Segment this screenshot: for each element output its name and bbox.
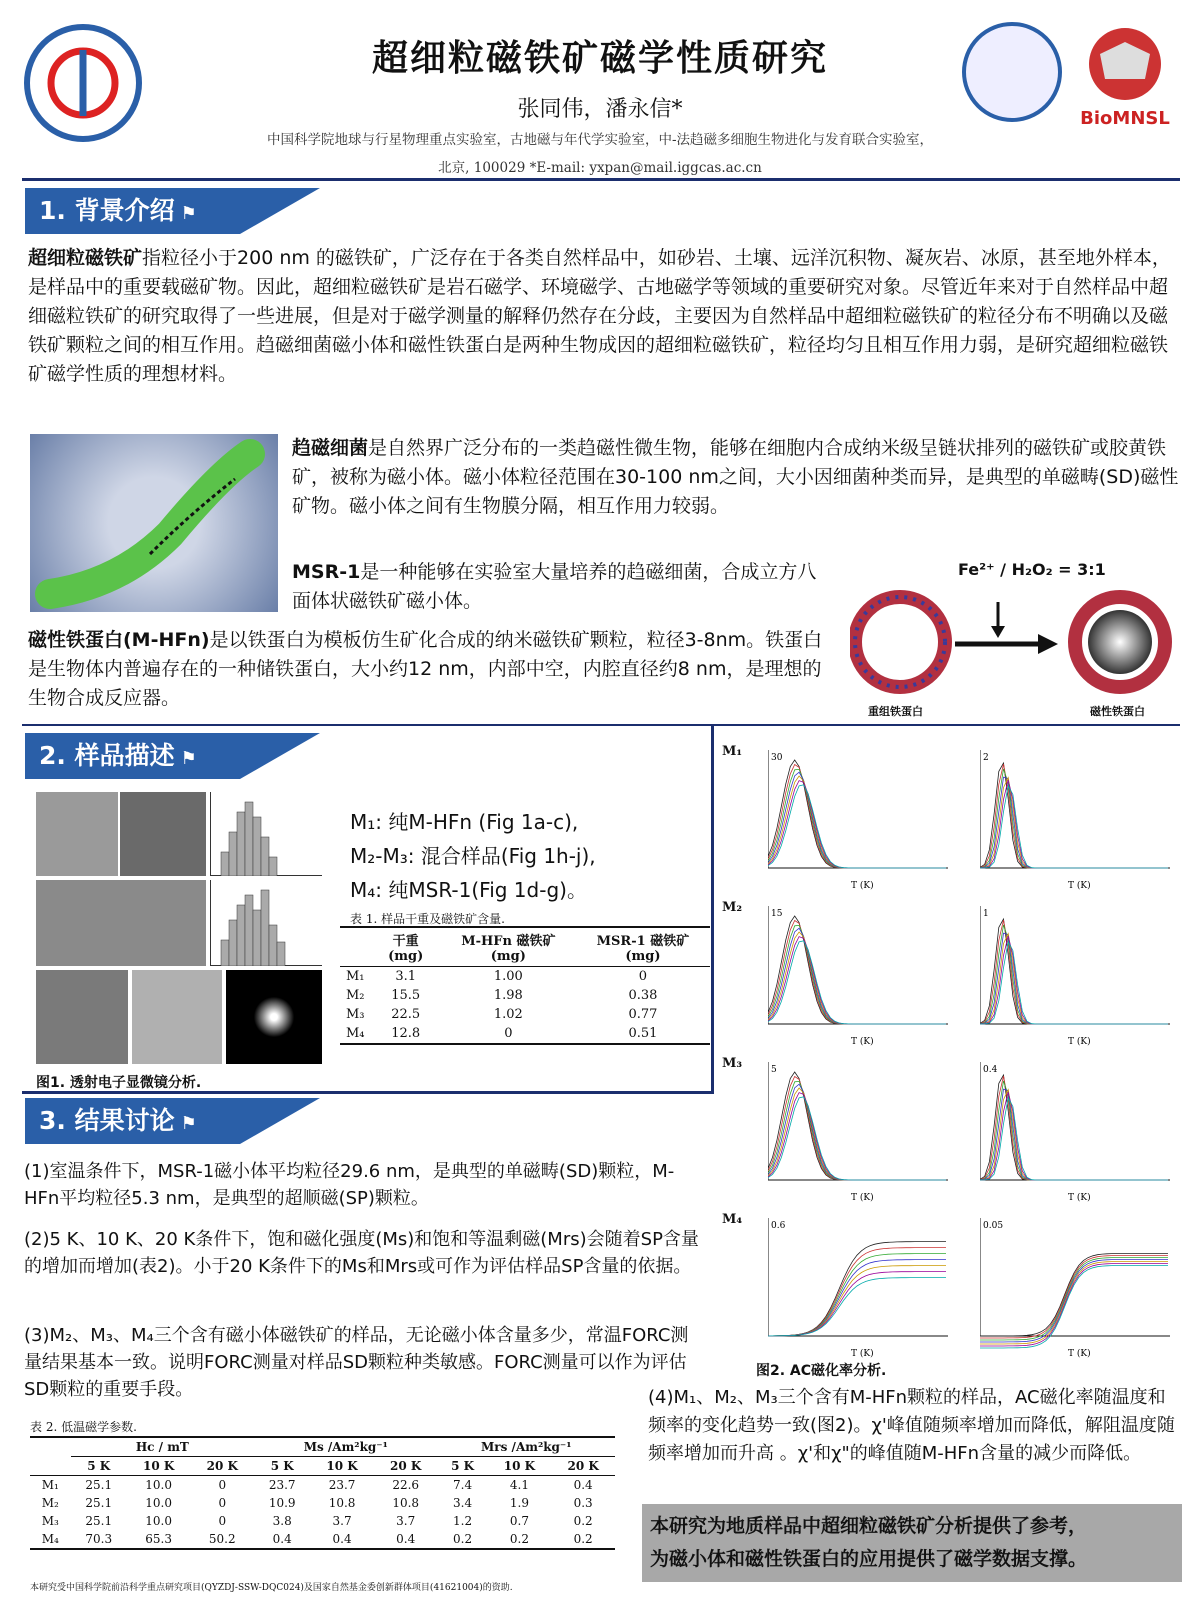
table2-cell: 0.2 <box>573 1532 593 1546</box>
table2-cell: 0.7 <box>509 1514 529 1528</box>
table1-cell: 15.5 <box>391 988 421 1003</box>
table2-cell: 25.1 <box>85 1514 113 1528</box>
conclusion-box <box>642 1504 1182 1582</box>
x-axis-label: T (K) <box>851 1193 874 1203</box>
fig2-caption: 图2. AC磁化率分析. <box>756 1363 887 1379</box>
x-axis-label: T (K) <box>851 1349 874 1359</box>
table-1 <box>340 926 710 1045</box>
bacteria-icon <box>30 434 278 612</box>
table-row <box>30 1476 615 1495</box>
biomnsl-ball-icon <box>1070 24 1180 104</box>
histogram-g <box>210 880 322 966</box>
conclusion-line-2: 为磁小体和磁性铁蛋白的应用提供了磁学数据支撑。 <box>650 1548 1088 1570</box>
table2-subheader: 5 K <box>270 1459 294 1473</box>
flag-icon: ⚑ <box>180 748 197 769</box>
table2-cell: 10.9 <box>268 1496 296 1510</box>
chi-double-prime-plot <box>980 1062 1180 1204</box>
table2-cell: 65.3 <box>145 1532 172 1546</box>
fig2-row-label: M₁ <box>722 744 743 759</box>
y-max-tick: 1 <box>983 909 989 919</box>
table1-header: M-HFn 磁铁矿 (mg) <box>461 934 556 964</box>
table2-caption: 表 2. 低温磁学参数. <box>30 1420 137 1434</box>
series-line <box>768 941 946 1024</box>
magnetoferritin-label: 磁性铁蛋白 <box>1090 705 1145 718</box>
y-max-tick: 5 <box>771 1065 777 1075</box>
table2-group-header: Ms /Am²kg⁻¹ <box>254 1437 437 1457</box>
table2-cell: 10.0 <box>145 1478 172 1492</box>
tem-panel-a <box>36 792 118 876</box>
table2-subheader: 10 K <box>326 1459 358 1473</box>
table1-cell: 0.51 <box>628 1026 658 1041</box>
flag-icon: ⚑ <box>180 1113 197 1134</box>
table2-subheader: 20 K <box>390 1459 422 1473</box>
chi-prime-plot <box>768 1218 958 1360</box>
sample-m1: M₁: 纯M-HFn (Fig 1a-c), <box>350 810 579 834</box>
table2-cell: 3.8 <box>272 1514 292 1528</box>
table2-cell: 23.7 <box>328 1478 356 1492</box>
table2-cell: 0.3 <box>573 1496 593 1510</box>
fig2-row-label: M₂ <box>722 900 743 915</box>
section-1-heading: 1. 背景介绍 ⚑ <box>25 188 240 234</box>
table1-header: MSR-1 磁铁矿 (mg) <box>596 934 690 964</box>
chi-prime-plot <box>768 750 958 892</box>
table2-cell: 25.1 <box>85 1478 113 1492</box>
section-1-paragraph-2: 趋磁细菌是自然界广泛分布的一类趋磁性微生物，能够在细胞内合成纳米级呈链状排列的磁铁矿或胶黄铁矿，被称为磁小体。磁小体粒径范围在30-100 nm之间，大小因细菌种类而异，是典型的单磁畴(SD)磁性矿物。磁小体之间有生物膜分隔，相互作用力较弱。 <box>292 437 1179 517</box>
table2-cell: 25.1 <box>85 1496 113 1510</box>
x-axis-label: T (K) <box>851 881 874 891</box>
affiliation-line-1: 中国科学院地球与行星物理重点实验室，古地磁与年代学实验室，中-法趋磁多细胞生物进化与发育联合实验室， <box>266 132 934 148</box>
table2-cell: 0 <box>218 1496 227 1510</box>
table-row <box>340 1024 710 1044</box>
sample-m4: M₄: 纯MSR-1(Fig 1d-g)。 <box>350 878 587 902</box>
table-row <box>340 986 710 1005</box>
table1-cell: 1.00 <box>493 969 523 984</box>
table1-cell: M₄ <box>346 1026 365 1041</box>
table2-subheader: 5 K <box>87 1459 111 1473</box>
plot-axes <box>980 906 1170 1024</box>
table2-cell: 0 <box>218 1478 227 1492</box>
cas-logo <box>24 24 142 142</box>
table2-cell: M₁ <box>41 1478 59 1492</box>
result-4: (4)M₁、M₂、M₃三个含有M-HFn颗粒的样品，AC磁化率随温度和频率的变化趋势一致(图2)。χ'峰值随频率增加而降低，解阻温度随频率增加而升高 。χ'和χ"的峰值随M-HFn含量的减少而降低。 <box>648 1387 1175 1464</box>
chi-double-prime-plot <box>980 1218 1180 1360</box>
series-line <box>768 772 946 868</box>
series-line <box>768 937 946 1024</box>
table1-header <box>340 927 371 967</box>
tem-panel-b <box>120 792 206 876</box>
table2-cell: 0.4 <box>573 1478 593 1492</box>
biomnsl-logo <box>1070 24 1180 129</box>
funding-footer: 本研究受中国科学院前沿科学重点研究项目(QYZDJ-SSW-DQC024)及国家自然基金委创新群体项目(41621004)的资助. <box>30 1583 513 1593</box>
table2-group-header: Mrs /Am²kg⁻¹ <box>438 1437 615 1457</box>
y-max-tick: 15 <box>771 909 783 919</box>
table2-cell: 1.9 <box>509 1496 529 1510</box>
table1-cell: M₃ <box>346 1007 365 1022</box>
tem-panel-i <box>132 970 222 1064</box>
plot-axes <box>980 750 1170 868</box>
section-3-heading: 3. 结果讨论 ⚑ <box>25 1098 240 1144</box>
table1-cell: M₁ <box>346 969 365 984</box>
table2-cell: M₂ <box>41 1496 59 1510</box>
table1-cell: 0.77 <box>628 1007 658 1022</box>
ferritin-ratio-label: Fe²⁺ / H₂O₂ = 3:1 <box>958 560 1106 579</box>
conclusion-line-1: 本研究为地质样品中超细粒磁铁矿分析提供了参考， <box>650 1515 1088 1537</box>
series-line <box>768 1278 946 1336</box>
bacteria-image <box>30 434 278 612</box>
series-line <box>768 921 946 1025</box>
table2-subheader: 5 K <box>451 1459 475 1473</box>
plot-axes <box>768 906 948 1024</box>
table1-cell: M₂ <box>346 988 365 1003</box>
table2-cell: 10.8 <box>328 1496 356 1510</box>
result-2: (2)5 K、10 K、20 K条件下，饱和磁化强度(Ms)和饱和等温剩磁(Mrs)会随着SP含量的增加而增加(表2)。小于20 K条件下的Ms和Mrs或可作为评估样品SP含量的依据。 <box>24 1229 699 1277</box>
table-row <box>30 1530 615 1549</box>
tem-panel-j-diffraction <box>226 970 322 1064</box>
table2-cell: 23.7 <box>268 1478 296 1492</box>
table-row <box>340 967 710 987</box>
table2-subheader: 20 K <box>206 1459 238 1473</box>
chi-double-prime-plot <box>980 750 1180 892</box>
chi-prime-plot <box>768 906 958 1048</box>
table-row <box>30 1494 615 1512</box>
table1-cell: 12.8 <box>391 1026 421 1041</box>
ferritin-diagram <box>850 582 1185 702</box>
series-line <box>768 1242 946 1336</box>
result-3: (3)M₂、M₃、M₄三个含有磁小体磁铁矿的样品，无论磁小体含量多少，常温FORC测量结果基本一致。说明FORC测量对样品SD颗粒种类敏感。FORC测量可以作为评估SD颗粒的重要手段。 <box>24 1325 689 1400</box>
series-line <box>768 1081 946 1180</box>
x-axis-label: T (K) <box>851 1037 874 1047</box>
table1-header: 干重(mg) <box>388 934 424 964</box>
series-line <box>768 1266 946 1336</box>
tem-panel-h <box>36 970 128 1064</box>
biomnsl-text: BioMNSL <box>1080 108 1170 129</box>
table2-cell: 0.2 <box>573 1514 593 1528</box>
table-row <box>30 1512 615 1530</box>
table2-cell: 3.4 <box>453 1496 473 1510</box>
section-2-heading: 2. 样品描述 ⚑ <box>25 733 240 779</box>
table2-subheader: 20 K <box>567 1459 599 1473</box>
table2-cell: 0.4 <box>272 1532 292 1546</box>
fig2-row-label: M₄ <box>722 1212 743 1227</box>
x-axis-label: T (K) <box>1068 881 1091 891</box>
series-line <box>980 769 1168 868</box>
y-max-tick: 0.05 <box>983 1221 1004 1231</box>
series-line <box>980 1081 1168 1180</box>
table2-cell: 22.6 <box>392 1478 420 1492</box>
section-1-paragraph-4: 磁性铁蛋白(M-HFn)是以铁蛋白为模板仿生矿化合成的纳米磁铁矿颗粒，粒径3-8nm。铁蛋白是生物体内普遍存在的一种储铁蛋白，大小约12 nm，内部中空，内腔直径约8 nm，是理想的生物合成反应器。 <box>28 629 823 709</box>
apoferritin-shell-icon <box>855 597 945 687</box>
x-axis-label: T (K) <box>1068 1349 1091 1359</box>
section-1-paragraph-3: MSR-1是一种能够在实验室大量培养的趋磁细菌，合成立方八面体状磁铁矿磁小体。 <box>292 561 817 612</box>
table2-group-header: Hc / mT <box>71 1437 254 1457</box>
table1-cell: 0 <box>638 969 648 984</box>
result-1: (1)室温条件下，MSR-1磁小体平均粒径29.6 nm，是典型的单磁畴(SD)颗粒，M-HFn平均粒径5.3 nm，是典型的超顺磁(SP)颗粒。 <box>24 1161 675 1209</box>
histogram-c <box>210 792 322 876</box>
series-line <box>768 785 946 868</box>
table1-cell: 22.5 <box>391 1007 421 1022</box>
tem-figure <box>32 790 328 1068</box>
apoferritin-label: 重组铁蛋白 <box>868 705 923 718</box>
flag-icon: ⚑ <box>180 203 197 224</box>
series-line <box>980 1257 1168 1340</box>
table2-cell: 10.0 <box>145 1514 172 1528</box>
table2-cell: M₄ <box>41 1532 59 1546</box>
series-line <box>768 769 946 868</box>
table-2 <box>30 1436 615 1550</box>
table2-cell: 0.4 <box>396 1532 416 1546</box>
series-line <box>768 928 946 1024</box>
plot-axes <box>768 750 948 868</box>
section-1-paragraph-1: 超细粒磁铁矿指粒径小于200 nm 的磁铁矿，广泛存在于各类自然样品中，如砂岩、土壤、远洋沉积物、凝灰岩、冰原，甚至地外样本，是样品中的重要载磁矿物。因此，超细粒磁铁矿是岩石磁学、环境磁学、古地磁学等领域的重要研究对象。尽管近年来对于自然样品中超细磁粒铁矿的研究取得了一些进展，但是对于磁学测量的解释仍然存在分歧，主要因为自然样品中超细粒磁铁矿的粒径分布不明确以及磁铁矿颗粒之间的相互作用。趋磁细菌磁小体和磁性铁蛋白是两种生物成因的超细粒磁铁矿，粒径均匀且相互作用力弱，是研究超细粒磁铁矿磁学性质的理想材料。 <box>28 247 1171 385</box>
table2-cell: 4.1 <box>509 1478 529 1492</box>
x-axis-label: T (K) <box>1068 1037 1091 1047</box>
table2-cell: 0 <box>218 1514 227 1528</box>
plot-axes <box>768 1062 948 1180</box>
series-line <box>768 765 946 869</box>
y-max-tick: 30 <box>771 753 783 763</box>
table1-caption: 表 1. 样品干重及磁铁矿含量. <box>350 912 505 926</box>
y-max-tick: 0.6 <box>771 1221 786 1231</box>
tem-panel-d <box>36 880 206 966</box>
series-line <box>768 1260 946 1336</box>
series-line <box>768 1077 946 1181</box>
plot-axes <box>980 1062 1170 1180</box>
table2-cell: 1.2 <box>453 1514 473 1528</box>
affiliation-line-2: 北京, 100029 *E-mail: yxpan@mail.iggcas.ac.cn <box>438 160 762 176</box>
table2-cell: 3.7 <box>396 1514 416 1528</box>
series-line <box>768 1272 946 1336</box>
table1-cell: 1.98 <box>493 988 523 1003</box>
table2-subheader: 10 K <box>503 1459 536 1473</box>
chi-prime-plot <box>768 1062 958 1204</box>
series-line <box>768 1084 946 1180</box>
table2-cell: 70.3 <box>85 1532 113 1546</box>
series-line <box>768 925 946 1024</box>
plot-axes <box>768 1218 948 1336</box>
table2-cell: 0.2 <box>509 1532 529 1546</box>
header-rule <box>22 178 1180 181</box>
sample-m2-m3: M₂-M₃: 混合样品(Fig 1h-j), <box>350 844 596 868</box>
table2-cell: 0.2 <box>453 1532 473 1546</box>
table2-cell: 10.0 <box>145 1496 172 1510</box>
fig1-caption: 图1. 透射电子显微镜分析. <box>36 1075 202 1091</box>
table1-cell: 1.02 <box>493 1007 523 1022</box>
table1-cell: 3.1 <box>395 969 417 984</box>
series-line <box>768 1097 946 1180</box>
table2-cell: 10.8 <box>392 1496 420 1510</box>
table2-subheader: 10 K <box>142 1459 175 1473</box>
table2-cell: 50.2 <box>208 1532 236 1546</box>
poster-title: 超细粒磁铁矿磁学性质研究 <box>371 38 828 79</box>
y-max-tick: 0.4 <box>983 1065 998 1075</box>
authors: 张同伟，潘永信* <box>517 97 683 122</box>
table1-cell: 0 <box>504 1026 513 1041</box>
table2-cell: 0.4 <box>332 1532 352 1546</box>
fig2-row-label: M₃ <box>722 1056 743 1071</box>
table2-cell: 7.4 <box>453 1478 473 1492</box>
series-line <box>980 1255 1168 1338</box>
table-row <box>340 1005 710 1024</box>
series-line <box>980 1259 1168 1342</box>
paleomag-logo <box>962 22 1062 122</box>
table2-cell: 3.7 <box>332 1514 352 1528</box>
series-line <box>768 1093 946 1180</box>
table1-cell: 0.38 <box>628 988 658 1003</box>
series-line <box>768 781 946 868</box>
x-axis-label: T (K) <box>1068 1193 1091 1203</box>
y-max-tick: 2 <box>983 753 989 763</box>
chi-double-prime-plot <box>980 906 1180 1048</box>
cas-logo-icon <box>30 30 136 136</box>
magnetite-core-icon <box>1088 610 1152 674</box>
series-line <box>768 1248 946 1336</box>
table2-cell: M₃ <box>41 1514 59 1528</box>
series-line <box>980 925 1168 1024</box>
